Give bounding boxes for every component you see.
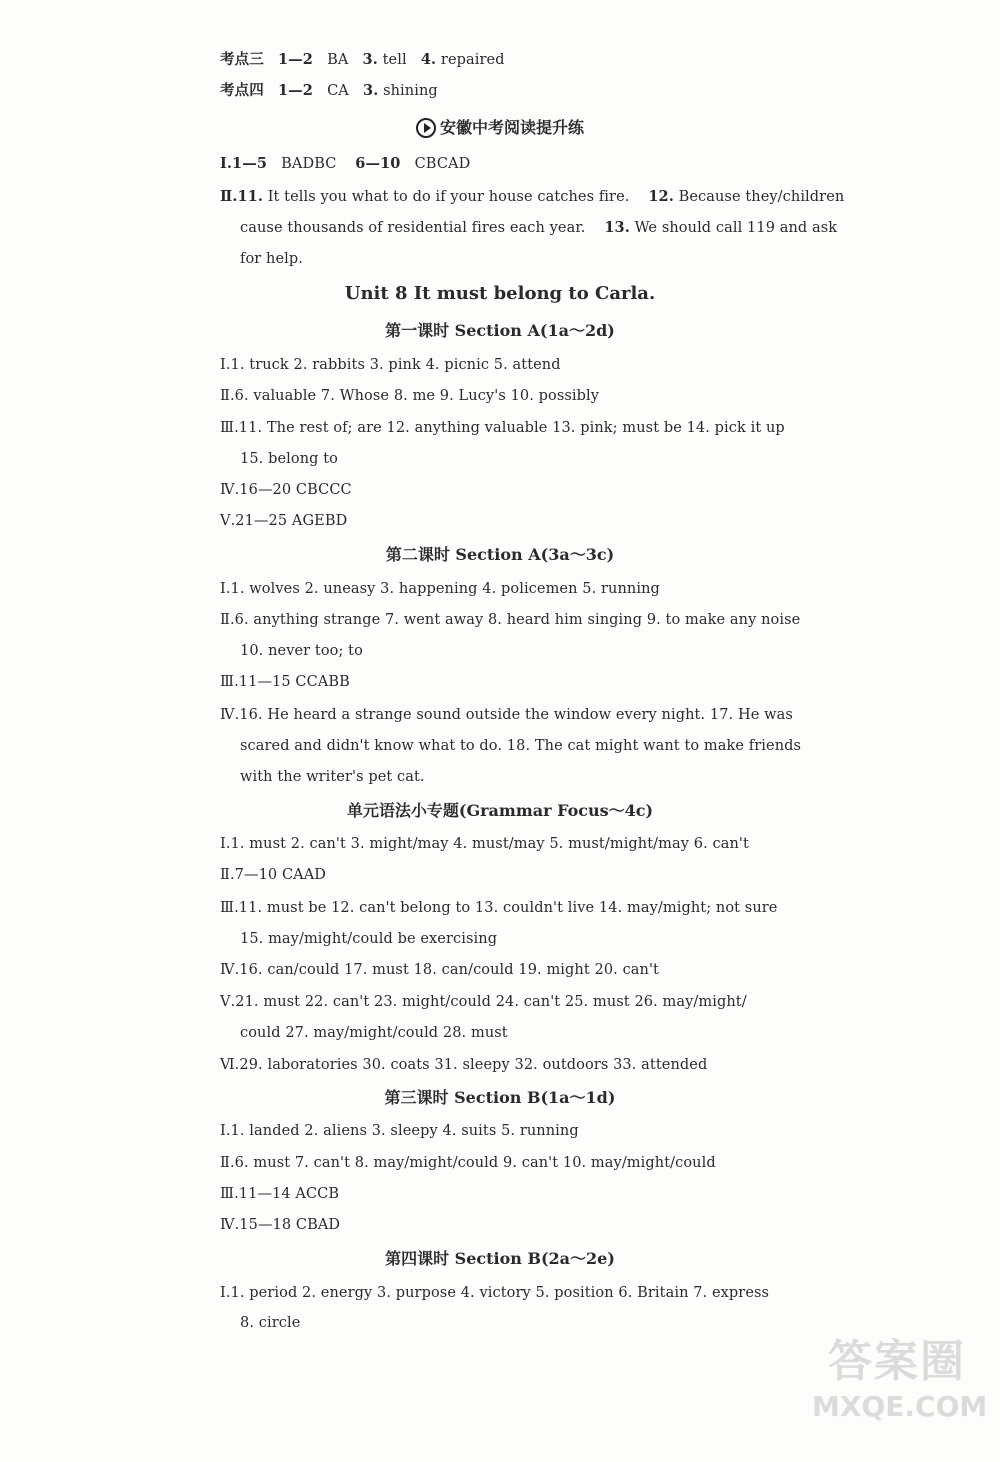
kaodian-3-range: 1—2 <box>277 51 313 68</box>
lesson-2-line-2: Ⅱ.6. anything strange 7. went away 8. heard him singing 9. to make any noise <box>220 612 801 628</box>
answer-text: It tells you what to do if your house catches fire. <box>267 189 630 205</box>
kaodian-3-label: 考点三 <box>220 51 264 68</box>
grammar-line-7: could 27. may/might/could 28. must <box>240 1025 508 1041</box>
grammar-line-4: 15. may/might/could be exercising <box>240 931 498 947</box>
kaodian-3-choices: BA <box>327 52 349 68</box>
lesson-2-line-4: Ⅲ.11—15 CCABB <box>220 674 350 690</box>
kaodian-4-choices: CA <box>327 83 349 99</box>
watermark-en: MXQE.COM <box>812 1390 988 1423</box>
lesson-1-line-2: Ⅱ.6. valuable 7. Whose 8. me 9. Lucy's 10. possibly <box>220 388 600 404</box>
grammar-line-5: Ⅳ.16. can/could 17. must 18. can/could 19. might 20. can't <box>220 962 659 978</box>
kaodian-4-label: 考点四 <box>220 82 264 99</box>
lesson-2-line-5: Ⅳ.16. He heard a strange sound outside the window every night. 17. He was <box>220 707 793 723</box>
choices: BADBC <box>281 156 337 172</box>
range: 6—10 <box>355 155 401 172</box>
watermark-cn: 答案圈 <box>828 1336 966 1387</box>
lesson-1-line-3: Ⅲ.11. The rest of; are 12. anything valuable 13. pink; must be 14. pick it up <box>220 420 785 436</box>
practice-heading <box>200 117 800 139</box>
lesson-2-line-7: with the writer's pet cat. <box>240 769 425 785</box>
lesson-1-line-4: 15. belong to <box>240 451 338 467</box>
practice-title: 安徽中考阅读提升练 <box>439 118 584 137</box>
grammar-title: 单元语法小专题(Grammar Focus～4c) <box>346 801 654 820</box>
lesson-4-title: 第四课时 Section B(2a～2e) <box>385 1249 615 1268</box>
range: 1—5 <box>232 155 268 172</box>
roman-numeral: Ⅱ. <box>220 188 238 205</box>
lesson-3-line-1: Ⅰ.1. landed 2. aliens 3. sleepy 4. suits 5. running <box>220 1123 579 1139</box>
kaodian-4-line <box>220 81 438 101</box>
lesson-3-title: 第三课时 Section B(1a～1d) <box>384 1088 616 1107</box>
kaodian-3-num4: 4. <box>420 51 437 68</box>
kaodian-3-ans3: tell <box>382 52 407 68</box>
question-number: 13. <box>604 219 630 236</box>
practice-part-1 <box>220 154 470 174</box>
site-watermark <box>812 1334 988 1444</box>
answer-text: for help. <box>240 251 303 267</box>
practice-part-2-line-1 <box>220 187 844 207</box>
lesson-4-line-1: Ⅰ.1. period 2. energy 3. purpose 4. victory 5. position 6. Britain 7. express <box>220 1285 770 1301</box>
question-number: 11. <box>237 188 263 205</box>
lesson-2-title: 第二课时 Section A(3a～3c) <box>385 545 615 564</box>
kaodian-4-ans3: shining <box>383 83 438 99</box>
lesson-2-line-6: scared and didn't know what to do. 18. The cat might want to make friends <box>240 738 802 754</box>
kaodian-3-num3: 3. <box>362 51 378 68</box>
kaodian-3-line <box>220 50 505 70</box>
lesson-3-line-2: Ⅱ.6. must 7. can't 8. may/might/could 9. can't 10. may/might/could <box>220 1155 716 1171</box>
answer-text: Because they/children <box>678 189 845 205</box>
grammar-line-1: Ⅰ.1. must 2. can't 3. might/may 4. must/may 5. must/might/may 6. can't <box>220 836 749 852</box>
grammar-line-2: Ⅱ.7—10 CAAD <box>220 867 327 883</box>
kaodian-4-range: 1—2 <box>277 82 313 99</box>
unit-title: Unit 8 It must belong to Carla. <box>344 283 656 304</box>
lesson-4-line-2: 8. circle <box>240 1315 301 1331</box>
practice-part-2-line-2 <box>240 218 837 238</box>
lesson-1-title: 第一课时 Section A(1a～2d) <box>385 321 615 340</box>
kaodian-4-num3: 3. <box>363 82 379 99</box>
answer-text: We should call 119 and ask <box>634 220 838 236</box>
play-arrow-icon <box>416 118 436 138</box>
grammar-line-3: Ⅲ.11. must be 12. can't belong to 13. couldn't live 14. may/might; not sure <box>220 900 778 916</box>
lesson-2-line-3: 10. never too; to <box>240 643 363 659</box>
grammar-line-8: Ⅵ.29. laboratories 30. coats 31. sleepy 32. outdoors 33. attended <box>220 1057 708 1073</box>
lesson-1-line-5: Ⅳ.16—20 CBCCC <box>220 482 352 498</box>
question-number: 12. <box>648 188 674 205</box>
grammar-line-6: Ⅴ.21. must 22. can't 23. might/could 24. can't 25. must 26. may/might/ <box>220 994 747 1010</box>
answer-text: cause thousands of residential fires each year. <box>240 220 586 236</box>
kaodian-3-ans4: repaired <box>440 52 505 68</box>
choices: CBCAD <box>414 156 471 172</box>
lesson-3-line-4: Ⅳ.15—18 CBAD <box>220 1217 341 1233</box>
lesson-2-line-1: Ⅰ.1. wolves 2. uneasy 3. happening 4. policemen 5. running <box>220 581 660 597</box>
lesson-1-line-1: Ⅰ.1. truck 2. rabbits 3. pink 4. picnic 5. attend <box>220 357 561 373</box>
roman-numeral: Ⅰ. <box>220 155 233 172</box>
practice-part-2-line-3 <box>240 249 303 269</box>
lesson-3-line-3: Ⅲ.11—14 ACCB <box>220 1186 340 1202</box>
lesson-1-line-6: Ⅴ.21—25 AGEBD <box>220 513 348 529</box>
